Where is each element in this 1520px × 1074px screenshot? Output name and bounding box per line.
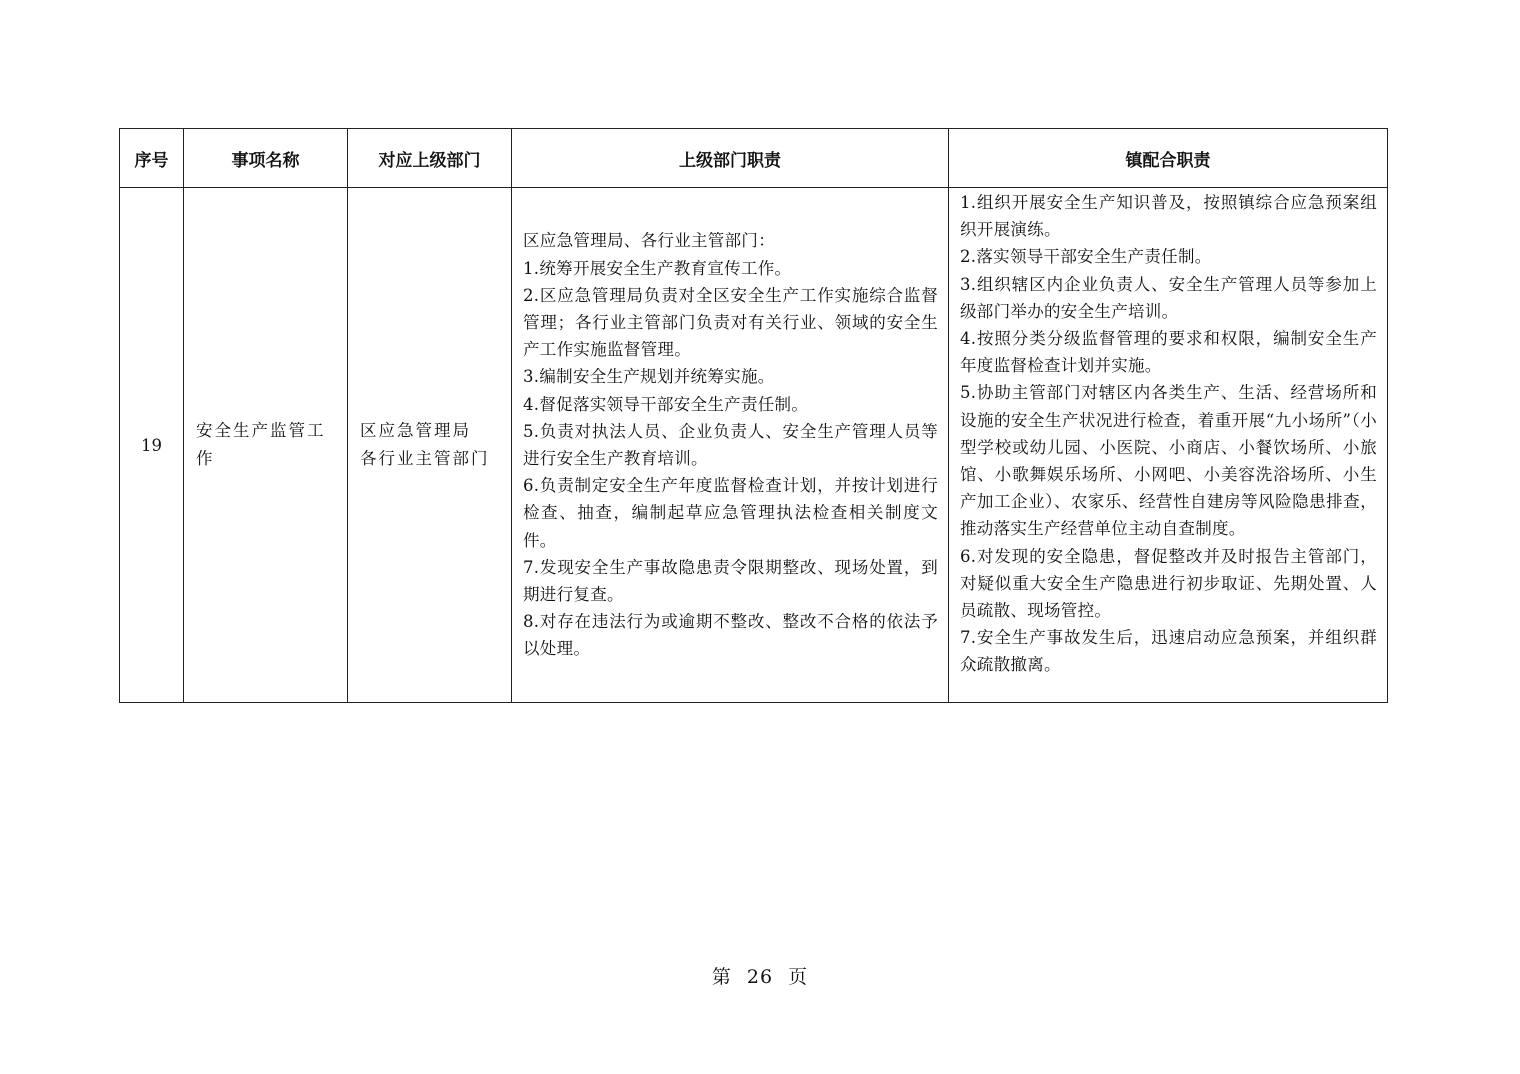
cell-item-name: 安全生产监管工作 [184,188,348,703]
town-duty-item: 1.组织开展安全生产知识普及，按照镇综合应急预案组织开展演练。 [960,193,1377,240]
header-town-duty: 镇配合职责 [949,129,1388,188]
page-number: 26 [746,966,774,988]
town-duty-item: 5.协助主管部门对辖区内各类生产、生活、经营场所和设施的安全生产状况进行检查，着重开展“九小场所”（小型学校或幼儿园、小医院、小商店、小餐饮场所、小旅馆、小歌舞娱乐场所、小网吧、小美容洗浴场所、小生产加工企业）、农家乐、经营性自建房等风险隐患排查，推动落实生产经营单位主动自查制度。 [960,383,1377,539]
upper-duty-item: 7.发现安全生产事故隐患责令限期整改、现场处置，到期进行复查。 [523,557,938,605]
upper-duty-item: 6.负责制定安全生产年度监督检查计划，并按计划进行检查、抽查，编制起草应急管理执法检查相关制度文件。 [523,476,938,550]
cell-town-duty [949,188,1388,703]
table-header-row [120,129,1388,188]
page-footer [0,962,1520,989]
header-seq: 序号 [120,129,184,188]
town-duty-item: 4.按照分类分级监督管理的要求和权限，编制安全生产年度监督检查计划并实施。 [960,329,1377,376]
upper-duty-item: 5.负责对执法人员、企业负责人、安全生产管理人员等进行安全生产教育培训。 [523,421,938,468]
town-duty-item: 3.组织辖区内企业负责人、安全生产管理人员等参加上级部门举办的安全生产培训。 [960,274,1377,321]
upper-duty-item: 1.统筹开展安全生产教育宣传工作。 [523,258,792,278]
dept-line: 各行业主管部门 [360,449,490,468]
page-prefix: 第 [711,966,732,988]
upper-duty-item: 8.对存在违法行为或逾期不整改、整改不合格的依法予以处理。 [523,612,938,659]
header-upper-duty: 上级部门职责 [512,129,949,188]
cell-seq: 19 [120,188,184,703]
cell-upper-duty [512,188,949,703]
town-duty-item: 7.安全生产事故发生后，迅速启动应急预案，并组织群众疏散撤离。 [960,628,1377,675]
town-duty-item: 2.落实领导干部安全生产责任制。 [960,247,1212,267]
duty-table [119,128,1388,703]
header-item-name: 事项名称 [184,129,348,188]
dept-line: 区应急管理局 [360,421,471,440]
upper-duty-item: 3.编制安全生产规划并统筹实施。 [523,367,775,387]
page-suffix: 页 [788,966,809,988]
upper-duty-item: 2.区应急管理局负责对全区安全生产工作实施综合监督管理；各行业主管部门负责对有关行业、领域的安全生产工作实施监督管理。 [523,285,938,360]
cell-upper-dept [348,188,512,703]
upper-duty-item: 4.督促落实领导干部安全生产责任制。 [523,394,809,414]
table-row [120,188,1388,703]
header-upper-dept: 对应上级部门 [348,129,512,188]
upper-duty-intro: 区应急管理局、各行业主管部门： [523,231,775,251]
town-duty-item: 6.对发现的安全隐患，督促整改并及时报告主管部门，对疑似重大安全生产隐患进行初步取证、先期处置、人员疏散、现场管控。 [960,546,1377,621]
